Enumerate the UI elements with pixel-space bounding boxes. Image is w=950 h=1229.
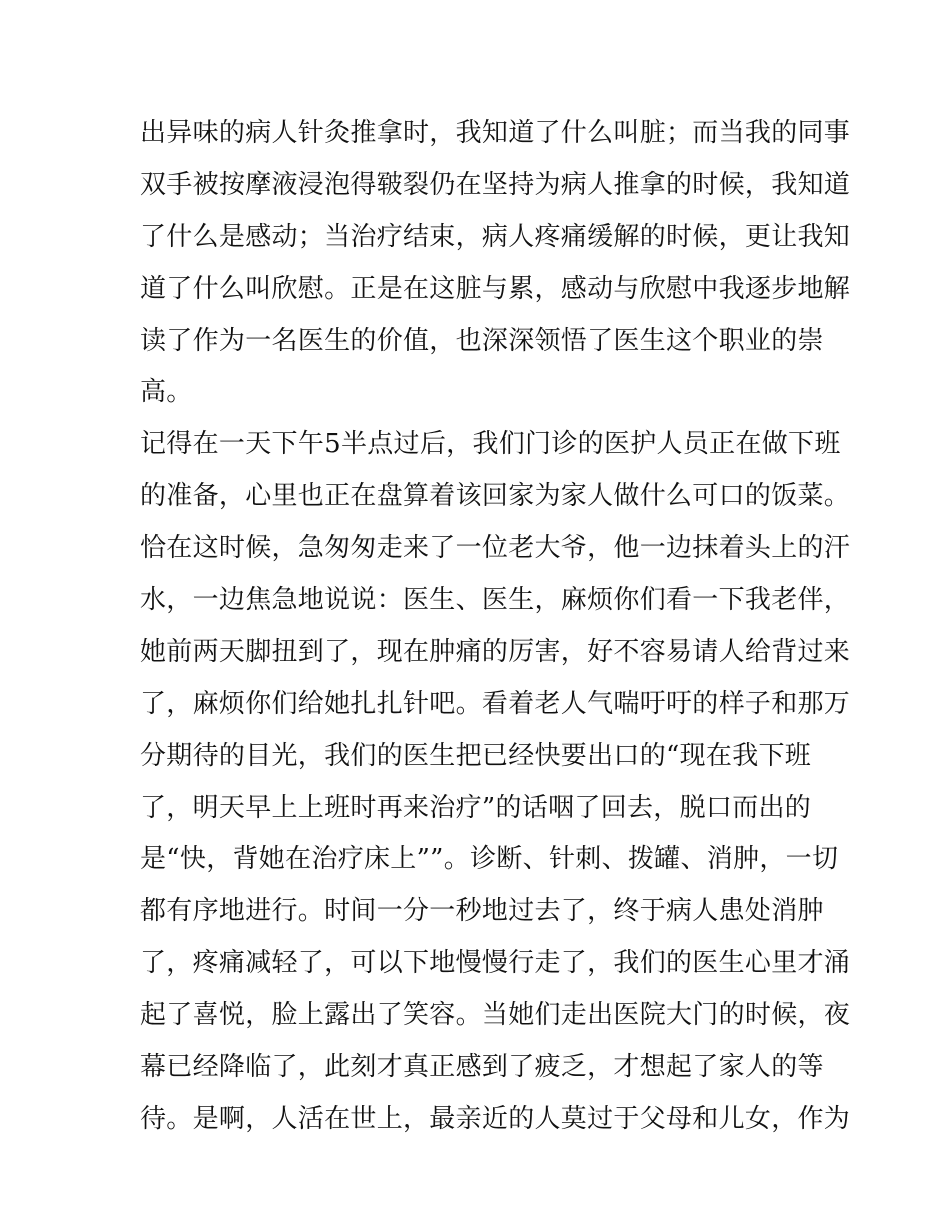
text-line: 恰在这时候，急匆匆走来了一位老大爷，他一边抹着头上的汗	[140, 533, 851, 564]
text-line: 高。	[140, 377, 193, 408]
text-line: 她前两天脚扭到了，现在肿痛的厉害，好不容易请人给背过来	[140, 636, 851, 667]
text-line: 分期待的目光，我们的医生把已经快要出口的“现在我下班	[140, 740, 812, 771]
text-line: 都有序地进行。时间一分一秒地过去了，终于病人患处消肿	[140, 896, 824, 927]
text-line: 出异味的病人针灸推拿时，我知道了什么叫脏；而当我的同事	[140, 118, 851, 148]
text-line: 了什么是感动；当治疗结束，病人疼痛缓解的时候，更让我知	[140, 221, 851, 252]
text-line: 了，明天早上上班时再来治疗”的话咽了回去，脱口而出的	[140, 792, 812, 823]
text-line: 幕已经降临了，此刻才真正感到了疲乏，才想起了家人的等	[140, 1052, 824, 1083]
text-line: 待。是啊，人活在世上，最亲近的人莫过于父母和儿女，作为	[140, 1103, 851, 1134]
text-line: 了，疼痛减轻了，可以下地慢慢行走了，我们的医生心里才涌	[140, 948, 851, 979]
body-text	[140, 108, 851, 1146]
text-line: 是“快，背她在治疗床上””。诊断、针刺、拨罐、消肿，一切	[140, 844, 839, 875]
text-line: 起了喜悦，脸上露出了笑容。当她们走出医院大门的时候，夜	[140, 1000, 851, 1031]
text-line: 记得在一天下午5半点过后，我们门诊的医护人员正在做下班	[140, 429, 841, 460]
text-line: 读了作为一名医生的价值，也深深领悟了医生这个职业的崇	[140, 325, 824, 356]
text-line: 道了什么叫欣慰。正是在这脏与累，感动与欣慰中我逐步地解	[140, 273, 851, 304]
text-line: 水，一边焦急地说说：医生、医生，麻烦你们看一下我老伴，	[140, 585, 851, 616]
text-line: 了，麻烦你们给她扎扎针吧。看着老人气喘吁吁的样子和那万	[140, 688, 851, 719]
text-line: 双手被按摩液浸泡得皲裂仍在坚持为病人推拿的时候，我知道	[140, 169, 851, 200]
text-line: 的准备，心里也正在盘算着该回家为家人做什么可口的饭菜。	[140, 481, 851, 512]
